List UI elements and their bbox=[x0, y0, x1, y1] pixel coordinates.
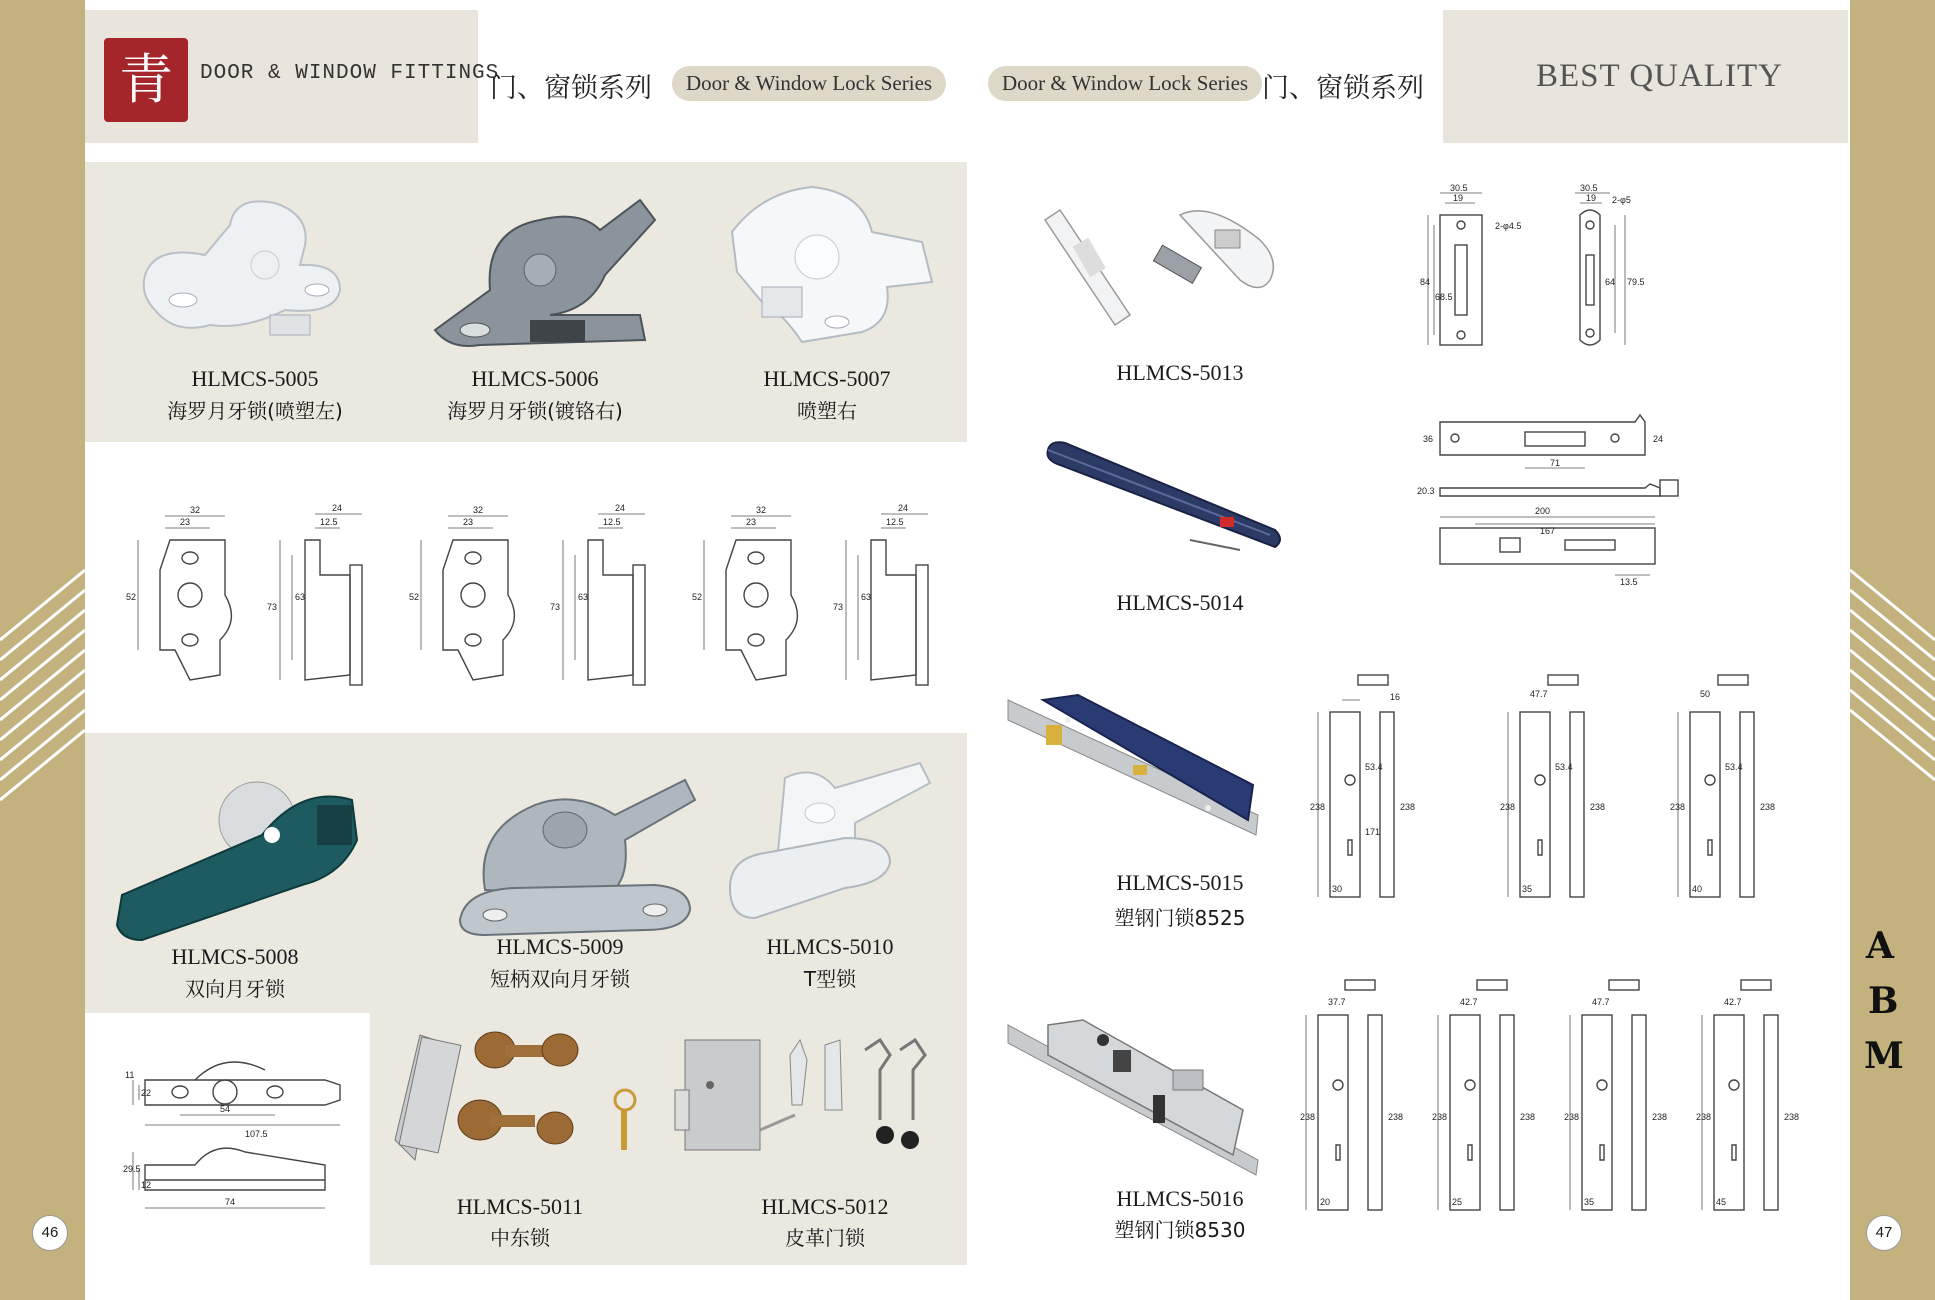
dim-label: 25 bbox=[1452, 1197, 1463, 1207]
crescent-drawing-set-2 bbox=[409, 503, 645, 685]
product-code-5008: HLMCS-5008 bbox=[171, 944, 299, 969]
drawing-5013-side bbox=[1560, 185, 1760, 355]
dim-label: 23 bbox=[180, 517, 191, 527]
dim-label: 238 bbox=[1590, 802, 1606, 812]
dim-label: 24 bbox=[615, 503, 626, 513]
dim-label: 63 bbox=[578, 592, 589, 602]
dim-label: 238 bbox=[1520, 1112, 1536, 1122]
dim-label: 238 bbox=[1310, 802, 1326, 812]
product-image-5010 bbox=[725, 758, 935, 923]
dim-label: 238 bbox=[1300, 1112, 1316, 1122]
dim-label: 238 bbox=[1670, 802, 1686, 812]
dim-label: 11 bbox=[125, 1070, 135, 1080]
product-image-5007 bbox=[722, 182, 937, 352]
dim-label: 50 bbox=[1700, 689, 1711, 699]
product-code-5005: HLMCS-5005 bbox=[191, 366, 319, 391]
product-code-5009: HLMCS-5009 bbox=[496, 934, 624, 959]
dim-label: 53.4 bbox=[1725, 762, 1743, 772]
dim-label: 63 bbox=[861, 592, 872, 602]
dim-label: 53.4 bbox=[1555, 762, 1573, 772]
dim-label: 2-φ5 bbox=[1612, 195, 1631, 205]
dim-label: 54 bbox=[220, 1104, 231, 1114]
best-quality-title: BEST QUALITY bbox=[1536, 58, 1783, 94]
dim-label: 42.7 bbox=[1724, 997, 1742, 1007]
dim-label: 35 bbox=[1584, 1197, 1595, 1207]
product-code-5016: HLMCS-5016 bbox=[1116, 1186, 1244, 1211]
dim-label: 238 bbox=[1500, 802, 1516, 812]
dim-label: 12 bbox=[141, 1180, 152, 1190]
dim-label: 24 bbox=[898, 503, 909, 513]
product-code-5015: HLMCS-5015 bbox=[1116, 870, 1244, 895]
dim-label: 20 bbox=[1320, 1197, 1331, 1207]
dim-label: 47.7 bbox=[1592, 997, 1610, 1007]
mortise-drawings-row-2 bbox=[1300, 975, 1840, 1220]
left-side-band bbox=[0, 0, 85, 1300]
product-name-5010: T型锁 bbox=[803, 967, 857, 991]
dim-label: 238 bbox=[1696, 1112, 1712, 1122]
dim-label: 47.7 bbox=[1530, 689, 1548, 699]
product-code-5007: HLMCS-5007 bbox=[763, 366, 891, 391]
dim-label: 171 bbox=[1365, 827, 1381, 837]
dim-label: 23 bbox=[746, 517, 757, 527]
dim-label: 29.5 bbox=[123, 1164, 141, 1174]
dim-label: 238 bbox=[1760, 802, 1776, 812]
dim-label: 71 bbox=[1550, 458, 1561, 468]
dim-label: 52 bbox=[126, 592, 137, 602]
dim-label: 52 bbox=[692, 592, 703, 602]
product-name-5009: 短柄双向月牙锁 bbox=[490, 967, 630, 991]
product-name-5005: 海罗月牙锁(喷塑左) bbox=[167, 399, 343, 423]
product-code-5006: HLMCS-5006 bbox=[471, 366, 599, 391]
product-name-5011: 中东锁 bbox=[490, 1226, 550, 1250]
dim-label: 2-φ4.5 bbox=[1495, 221, 1522, 231]
dim-label: 238 bbox=[1388, 1112, 1404, 1122]
page-number-left: 46 bbox=[32, 1215, 68, 1251]
product-code-5010: HLMCS-5010 bbox=[766, 934, 894, 959]
series-title-en-left: Door & Window Lock Series bbox=[672, 66, 946, 101]
dim-label: 238 bbox=[1784, 1112, 1800, 1122]
product-image-5015 bbox=[1008, 690, 1263, 850]
brand-letter-a: A bbox=[1866, 925, 1894, 967]
crescent-lock-drawings bbox=[120, 500, 960, 690]
dim-label: 68.5 bbox=[1435, 292, 1453, 302]
dim-label: 35 bbox=[1522, 884, 1533, 894]
door-window-fittings-title: DOOR & WINDOW FITTINGS bbox=[200, 62, 500, 85]
series-title-cn-right: 门、窗锁系列 bbox=[1262, 73, 1424, 104]
crescent-drawing-set-3 bbox=[692, 503, 928, 685]
dim-label: 32 bbox=[190, 505, 201, 515]
product-name-5016: 塑钢门锁8530 bbox=[1114, 1218, 1246, 1242]
product-image-5013 bbox=[1040, 200, 1290, 340]
dim-label: 79.5 bbox=[1627, 277, 1645, 287]
mortise-drawing bbox=[1500, 675, 1605, 897]
product-code-5014: HLMCS-5014 bbox=[1116, 590, 1244, 615]
dim-label: 40 bbox=[1692, 884, 1703, 894]
product-image-5011 bbox=[385, 1020, 655, 1170]
mortise-drawing bbox=[1696, 980, 1799, 1210]
dim-label: 36 bbox=[1423, 434, 1434, 444]
brand-letter-m: M bbox=[1864, 1035, 1904, 1077]
dim-label: 32 bbox=[473, 505, 484, 515]
dim-label: 13.5 bbox=[1620, 577, 1638, 587]
page-number-right: 47 bbox=[1866, 1215, 1902, 1251]
product-name-5007: 喷塑右 bbox=[797, 399, 857, 423]
dim-label: 37.7 bbox=[1328, 997, 1346, 1007]
dim-label: 73 bbox=[550, 602, 561, 612]
product-image-5012 bbox=[670, 1030, 935, 1170]
product-image-5008 bbox=[112, 775, 362, 940]
product-image-5009 bbox=[455, 770, 700, 935]
dim-label: 20.3 bbox=[1417, 486, 1435, 496]
dim-label: 73 bbox=[833, 602, 844, 612]
product-code-5011: HLMCS-5011 bbox=[456, 1194, 584, 1219]
product-name-5015: 塑钢门锁8525 bbox=[1114, 906, 1246, 930]
dim-label: 19 bbox=[1586, 193, 1597, 203]
series-title-cn-left: 门、窗锁系列 bbox=[490, 73, 652, 104]
product-name-5006: 海罗月牙锁(镀铬右) bbox=[447, 399, 623, 423]
product-image-5014 bbox=[1040, 435, 1285, 555]
mortise-drawings-row-1 bbox=[1310, 670, 1850, 905]
dim-label: 238 bbox=[1652, 1112, 1668, 1122]
dim-label: 200 bbox=[1535, 506, 1551, 516]
dim-label: 12.5 bbox=[886, 517, 904, 527]
dim-label: 24 bbox=[1653, 434, 1664, 444]
dim-label: 12.5 bbox=[603, 517, 621, 527]
product-code-5013: HLMCS-5013 bbox=[1116, 360, 1244, 385]
dim-label: 42.7 bbox=[1460, 997, 1478, 1007]
dim-label: 23 bbox=[463, 517, 474, 527]
drawing-5014 bbox=[1415, 410, 1705, 590]
dim-label: 84 bbox=[1420, 277, 1431, 287]
dim-label: 19 bbox=[1453, 193, 1464, 203]
dim-label: 52 bbox=[409, 592, 420, 602]
dim-label: 238 bbox=[1564, 1112, 1580, 1122]
product-name-5012: 皮革门锁 bbox=[785, 1226, 865, 1250]
dim-label: 167 bbox=[1540, 526, 1556, 536]
dim-label: 16 bbox=[1390, 692, 1401, 702]
crescent-drawing-set-1 bbox=[126, 503, 362, 685]
dim-label: 238 bbox=[1432, 1112, 1448, 1122]
right-band-stripes bbox=[1850, 0, 1935, 1300]
mortise-drawing bbox=[1300, 980, 1403, 1210]
dim-label: 63 bbox=[295, 592, 306, 602]
product-image-5006 bbox=[430, 190, 660, 355]
product-name-5008: 双向月牙锁 bbox=[185, 977, 285, 1001]
series-title-en-right: Door & Window Lock Series bbox=[988, 66, 1262, 101]
mortise-drawing bbox=[1564, 980, 1667, 1210]
dim-label: 53.4 bbox=[1365, 762, 1383, 772]
left-band-stripes bbox=[0, 0, 85, 1300]
mortise-drawing bbox=[1310, 675, 1415, 897]
dim-label: 30 bbox=[1332, 884, 1343, 894]
dim-label: 73 bbox=[267, 602, 278, 612]
drawing-5008 bbox=[125, 1040, 355, 1220]
dim-label: 74 bbox=[225, 1197, 236, 1207]
product-code-5012: HLMCS-5012 bbox=[761, 1194, 889, 1219]
dim-label: 32 bbox=[756, 505, 767, 515]
dim-label: 22 bbox=[141, 1088, 152, 1098]
mortise-drawing bbox=[1432, 980, 1535, 1210]
dim-label: 238 bbox=[1400, 802, 1416, 812]
dim-label: 30.5 bbox=[1450, 183, 1468, 193]
dim-label: 64 bbox=[1605, 277, 1616, 287]
product-image-5005 bbox=[135, 185, 345, 345]
brand-logo: 青 bbox=[104, 38, 188, 122]
dim-label: 30.5 bbox=[1580, 183, 1598, 193]
dim-label: 24 bbox=[332, 503, 343, 513]
dim-label: 12.5 bbox=[320, 517, 338, 527]
dim-label: 107.5 bbox=[245, 1129, 268, 1139]
brand-letter-b: B bbox=[1868, 980, 1899, 1022]
dim-label: 45 bbox=[1716, 1197, 1727, 1207]
mortise-drawing bbox=[1670, 675, 1775, 897]
product-image-5016 bbox=[1008, 1015, 1263, 1180]
right-side-band bbox=[1850, 0, 1935, 1300]
